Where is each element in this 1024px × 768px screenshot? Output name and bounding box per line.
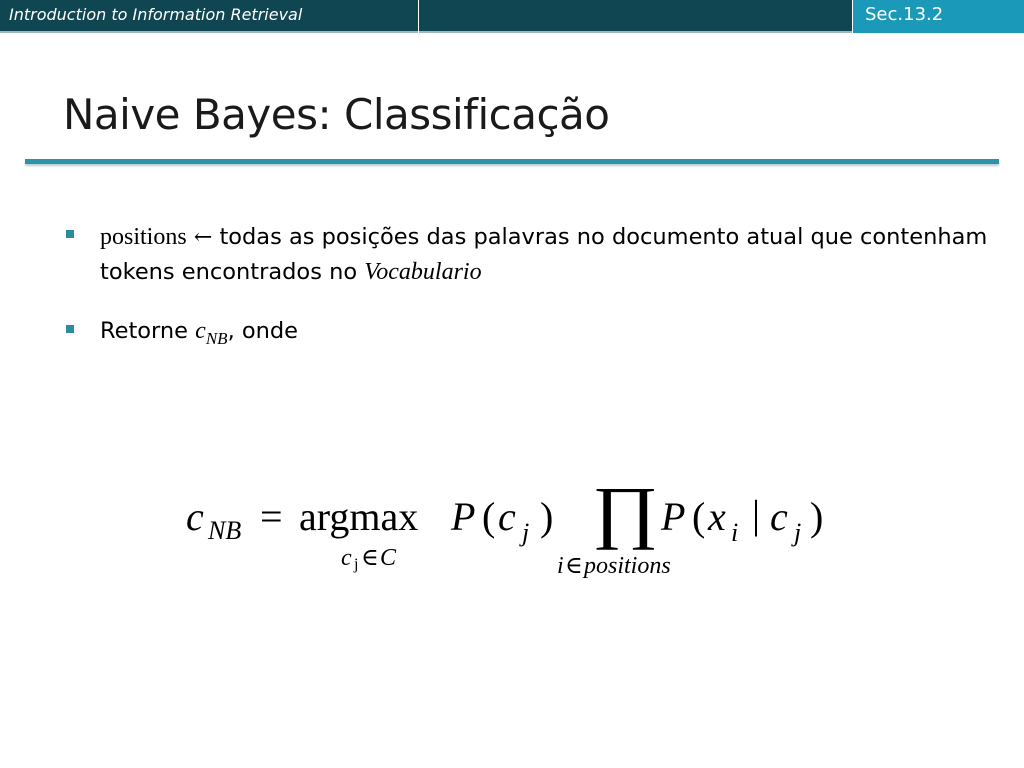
formula-rparen1: ) (540, 494, 554, 539)
formula-c2-j: j (794, 518, 802, 547)
formula-cj-c: c (498, 494, 516, 539)
formula-x: x (708, 494, 726, 539)
positions-var: positions (100, 224, 187, 250)
header-bar-middle (419, 0, 852, 33)
bullet-positions (100, 220, 990, 290)
argmax-limit-C: C (380, 545, 397, 571)
retorne-text: Retorne (100, 318, 189, 344)
formula-lparen1: ( (482, 494, 496, 539)
formula-cj-j: j (522, 518, 530, 547)
product-limit-in: ∈ (565, 553, 583, 579)
course-title: Introduction to Information Retrieval (9, 5, 303, 24)
title-divider (25, 159, 999, 164)
argmax-limit-in: ∈ (361, 545, 379, 571)
header-bar (0, 0, 418, 33)
section-badge (853, 0, 1024, 33)
formula-x-i: i (731, 518, 739, 547)
formula-c: c (186, 494, 204, 539)
formula-P2: P (661, 494, 686, 539)
argmax-limit-j: j (354, 556, 359, 573)
formula-equals: = (260, 494, 283, 539)
assign-arrow: ← (193, 225, 213, 250)
formula-nb-subscript: NB (208, 516, 242, 545)
formula-product-symbol: ∏ (592, 474, 659, 551)
formula-P1: P (451, 494, 476, 539)
slide-title: Naive Bayes: Classificação (63, 90, 610, 139)
argmax-limit-c: c (341, 545, 352, 571)
bullet-retorne (100, 314, 298, 349)
formula-c2: c (770, 494, 788, 539)
product-limit-i: i (557, 553, 564, 579)
bullet-positions-text: todas as posições das palavras no documento atual que contenham tokens encontrados no (100, 224, 988, 285)
vocabulario-var: Vocabulario (364, 259, 482, 285)
formula-rparen2: ) (810, 494, 824, 539)
bullet-marker (66, 325, 74, 333)
section-label: Sec.13.2 (865, 4, 944, 25)
product-limit-positions: positions (584, 553, 671, 579)
formula-lparen2: ( (692, 494, 706, 539)
c-var: c (195, 318, 206, 344)
onde-text: , onde (227, 318, 299, 344)
formula-argmax: argmax (299, 494, 419, 539)
nb-subscript: NB (205, 329, 228, 348)
formula-bar: | (752, 492, 761, 537)
bullet-marker (66, 230, 74, 238)
